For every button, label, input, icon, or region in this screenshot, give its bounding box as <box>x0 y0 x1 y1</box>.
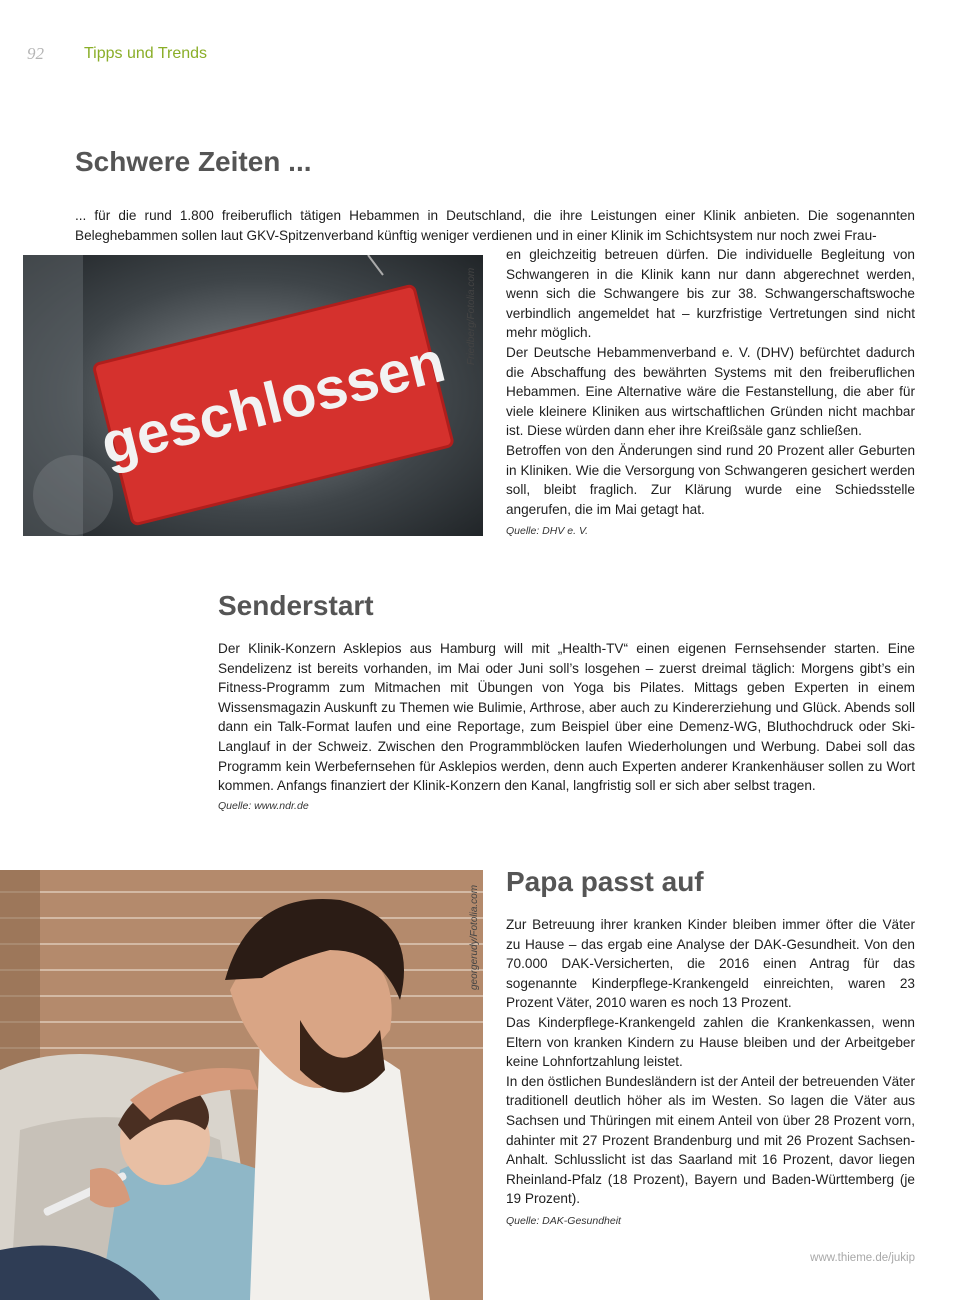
section-label: Tipps und Trends <box>84 45 208 62</box>
article-source: Quelle: DAK-Gesundheit <box>506 1214 621 1227</box>
article-paragraph: Das Kinderpflege-Krankengeld zahlen die Krankenkassen, wenn Eltern von kranken Kindern zu Hause bleiben und der Arbeitgeber keine Lohnfortzahlung leistet. <box>506 1014 915 1070</box>
article-image-closed-sign <box>23 255 483 536</box>
article-source: Quelle: DHV e. V. <box>506 525 589 538</box>
image-credit: Friedberg/Fotolia.com <box>466 267 477 365</box>
article-paragraph: Zur Betreuung ihrer kranken Kinder bleiben immer öfter die Väter zu Hause – das ergab eine Analyse der DAK-Gesundheit. Von den 70.000 DAK-Versicherten, die 2016 einen Antrag für das sogenannte Kinderpflege-Krankengeld einreichten, waren 23 Prozent Väter, 2010 waren es noch 13 Prozent. <box>506 917 915 1011</box>
article-paragraph: In den östlichen Bundesländern ist der Anteil der betreuenden Väter traditionell deutlich höher als im Westen. So lagen die Väter aus Sachsen und Thüringen mit einem Anteil von über 28 Prozent vorn, dahinter mit 27 Prozent Brandenburg und mit 26 Prozent Sachsen-Anhalt. Schlusslicht ist das Saarland mit 16 Prozent, davor liegen Rheinland-Pfalz (18 Prozent), Bayern und Baden-Württemberg (je 19 Prozent). <box>506 1073 915 1207</box>
article-paragraph: Betroffen von den Änderungen sind rund 20 Prozent aller Geburten in Kliniken. Wie die Versorgung von Schwangeren gesichert werden soll, bleibt fraglich. Zur Klärung wurde eine Schiedsstelle angerufen, die im Mai getagt hat. <box>506 442 915 517</box>
image-credit: georgerudy/Fotolia.com <box>469 884 480 990</box>
article-paragraph: Der Deutsche Hebammenverband e. V. (DHV) befürchtet dadurch die Abschaffung des bewährten Systems mit den freiberuflichen Hebammen. Eine Alternative wäre die Festanstellung, die aber für viele kleinere Kliniken aus wirtschaftlichen Gründen nicht machbar ist. Diese würden dann eher ihre Kreißsäle ganz schließen. <box>506 344 915 439</box>
article-source: Quelle: www.ndr.de <box>218 799 309 812</box>
article-paragraph: en gleichzeitig betreuen dürfen. Die individuelle Begleitung von Schwangeren in die Klinik kann nur dann abgerechnet werden, wenn sich die Schwangere bis zur 38. Schwangerschaftswoche verbindlich angemeldet hat – kurzfristige Vertretungen sind nicht mehr möglich. <box>506 247 915 341</box>
article-image-father-with-child <box>0 870 483 1300</box>
sign-text: geschlossen <box>94 329 452 478</box>
footer-url[interactable]: www.thieme.de/jukip <box>810 1252 915 1264</box>
article-title: Papa passt auf <box>506 866 704 897</box>
article-title: Schwere Zeiten ... <box>75 146 312 177</box>
article-body: Der Klinik-Konzern Asklepios aus Hamburg will mit „Health-TV“ einen eigenen Fernsehsender starten. Eine Sendelizenz ist bereits vorhanden, im Mai oder Juni soll’s losgehen – zuerst dreimal täglich: Morgens gibt’s ein Fitness-Programm zum Mitmachen mit Übungen von Yoga bis Pilates. Mittags geben Experten in einem Wissensmagazin Auskunft zu Themen wie Bulimie, Arthrose, aber auch zu Kindererziehung und Glück. Abends soll dann ein Talk-Format laufen und eine Reportage, zum Beispiel über eine Demenz-WG, Bluthochdruck oder Ski-Langlauf in der Schweiz. Zwischen den Programmblöcken laufen Wiederholungen und Werbung. Dabei soll das Programm kein Werbefernsehen für Asklepios werden, denn auch Experten anderer Krankenhäuser sollen zu Wort kommen. Anfangs finanziert der Klinik-Konzern den Kanal, langfristig soll er sich aber selbst tragen. <box>218 641 915 794</box>
page-number: 92 <box>27 44 44 63</box>
article-intro: ... für die rund 1.800 freiberuflich tätigen Hebammen in Deutschland, die ihre Leistungen einer Klinik anbieten. Die sogenannten Beleghebammen sollen laut GKV-Spitzenverband künftig weniger verdienen und in einer Klinik im Schichtsystem nur noch zwei Frau- <box>75 208 915 243</box>
article-title: Senderstart <box>218 590 374 621</box>
